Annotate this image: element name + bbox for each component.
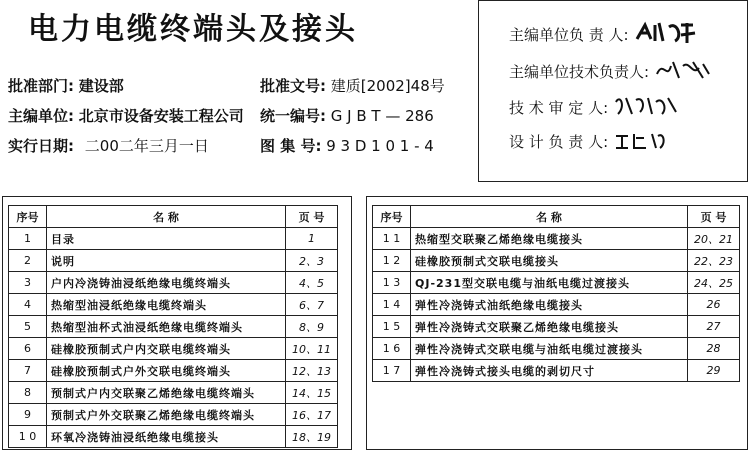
table-row: [9, 382, 338, 404]
table-header-row: [373, 206, 740, 228]
row-number: 4: [9, 294, 47, 316]
row-number: 1 6: [373, 338, 411, 360]
row-number: 9: [9, 404, 47, 426]
row-title: 环氧冷浇铸油浸纸绝缘电缆接头: [47, 426, 286, 448]
header-page: 页 号: [286, 206, 338, 228]
atlas-no-value: 9 3 D 1 0 1 - 4: [326, 137, 434, 155]
row-title: 热缩型油杯式油浸纸绝缘电缆终端头: [47, 316, 286, 338]
table-row: [373, 250, 740, 272]
editor-unit-label: 主编单位:: [8, 107, 74, 125]
signature-image: [612, 92, 680, 118]
signature-box: [478, 0, 748, 182]
row-page: 22、23: [688, 250, 740, 272]
row-page: 27: [688, 316, 740, 338]
header-page: 页 号: [688, 206, 740, 228]
row-title: 户内冷浇铸油浸纸绝缘电缆终端头: [47, 272, 286, 294]
row-page: 26: [688, 294, 740, 316]
signature-row: [509, 128, 670, 152]
table-row: [9, 228, 338, 250]
atlas-no: [260, 135, 434, 156]
signature-image: [633, 19, 703, 45]
row-title: 弹性冷浇铸式接头电缆的剥切尺寸: [411, 360, 688, 382]
row-title: 弹性冷浇铸式交联电缆与油纸电缆过渡接头: [411, 338, 688, 360]
row-page: 6、7: [286, 294, 338, 316]
row-page: 4、5: [286, 272, 338, 294]
unified-no-value: G J B T — 286: [330, 107, 434, 125]
row-title: 弹性冷浇铸式油纸绝缘电缆接头: [411, 294, 688, 316]
signature-label: 主编单位技术负责人:: [509, 63, 650, 81]
row-number: 1 3: [373, 272, 411, 294]
table-row: [9, 360, 338, 382]
row-number: 7: [9, 360, 47, 382]
row-number: 1 1: [373, 228, 411, 250]
row-number: 5: [9, 316, 47, 338]
row-title: 硅橡胶预制式户内交联电缆终端头: [47, 338, 286, 360]
row-number: 1 4: [373, 294, 411, 316]
row-number: 1: [9, 228, 47, 250]
approval-dept-value: 建设部: [78, 77, 124, 95]
row-title: 弹性冷浇铸式交联聚乙烯绝缘电缆接头: [411, 316, 688, 338]
table-row: [373, 272, 740, 294]
row-number: 8: [9, 382, 47, 404]
signature-row: [509, 19, 703, 45]
table-row: [9, 250, 338, 272]
table-row: [373, 228, 740, 250]
atlas-no-label: 图 集 号:: [260, 137, 322, 155]
approval-doc-label: 批准文号:: [260, 77, 326, 95]
table-header-row: [9, 206, 338, 228]
row-number: 1 7: [373, 360, 411, 382]
row-title: 硅橡胶预制式户外交联电缆终端头: [47, 360, 286, 382]
approval-dept-label: 批准部门:: [8, 77, 74, 95]
header-no: 序号: [373, 206, 411, 228]
table-row: [373, 360, 740, 382]
header-name: 名 称: [47, 206, 286, 228]
row-number: 1 5: [373, 316, 411, 338]
signature-image: [612, 128, 670, 152]
row-page: 12、13: [286, 360, 338, 382]
row-page: 8、9: [286, 316, 338, 338]
signature-image: [653, 56, 713, 82]
row-page: 2、3: [286, 250, 338, 272]
row-number: 1 2: [373, 250, 411, 272]
impl-date-label: 实行日期:: [8, 137, 74, 155]
signature-label: 设 计 负 责 人:: [509, 133, 609, 151]
row-page: 18、19: [286, 426, 338, 448]
unified-no-label: 统一编号:: [260, 107, 326, 125]
table-row: [9, 272, 338, 294]
header-name: 名 称: [411, 206, 688, 228]
approval-doc-value: 建质[2002]48号: [330, 77, 445, 95]
row-title: 热缩型油浸纸绝缘电缆终端头: [47, 294, 286, 316]
unified-no: [260, 105, 434, 126]
row-number: 2: [9, 250, 47, 272]
row-title: 说明: [47, 250, 286, 272]
row-number: 3: [9, 272, 47, 294]
right-contents-table: [372, 205, 740, 382]
row-page: 16、17: [286, 404, 338, 426]
approval-dept: [8, 75, 124, 96]
impl-date: [8, 135, 209, 156]
table-row: [373, 338, 740, 360]
table-row: [9, 404, 338, 426]
signature-label: 主编单位负 责 人:: [509, 26, 629, 44]
left-contents-table: [8, 205, 338, 448]
editor-unit-value: 北京市设备安装工程公司: [78, 107, 244, 125]
row-page: 29: [688, 360, 740, 382]
signature-row: [509, 56, 713, 82]
document-title: 电力电缆终端头及接头: [28, 12, 358, 47]
table-row: [9, 316, 338, 338]
row-page: 20、21: [688, 228, 740, 250]
table-row: [9, 294, 338, 316]
row-title: 预制式户内交联聚乙烯绝缘电缆终端头: [47, 382, 286, 404]
table-row: [9, 426, 338, 448]
impl-date-value: 二00二年三月一日: [84, 137, 209, 155]
signature-row: [509, 92, 680, 118]
row-page: 14、15: [286, 382, 338, 404]
row-title: 硅橡胶预制式交联电缆接头: [411, 250, 688, 272]
table-row: [9, 338, 338, 360]
row-title: 目录: [47, 228, 286, 250]
approval-doc: [260, 75, 445, 96]
editor-unit: [8, 105, 244, 126]
row-page: 10、11: [286, 338, 338, 360]
row-title: 热缩型交联聚乙烯绝缘电缆接头: [411, 228, 688, 250]
row-number: 1 0: [9, 426, 47, 448]
table-row: [373, 294, 740, 316]
row-number: 6: [9, 338, 47, 360]
header-no: 序号: [9, 206, 47, 228]
signature-label: 技 术 审 定 人:: [509, 99, 609, 117]
row-page: 1: [286, 228, 338, 250]
table-row: [373, 316, 740, 338]
row-title: 预制式户外交联聚乙烯绝缘电缆终端头: [47, 404, 286, 426]
row-page: 24、25: [688, 272, 740, 294]
row-page: 28: [688, 338, 740, 360]
row-title: QJ-231型交联电缆与油纸电缆过渡接头: [411, 272, 688, 294]
